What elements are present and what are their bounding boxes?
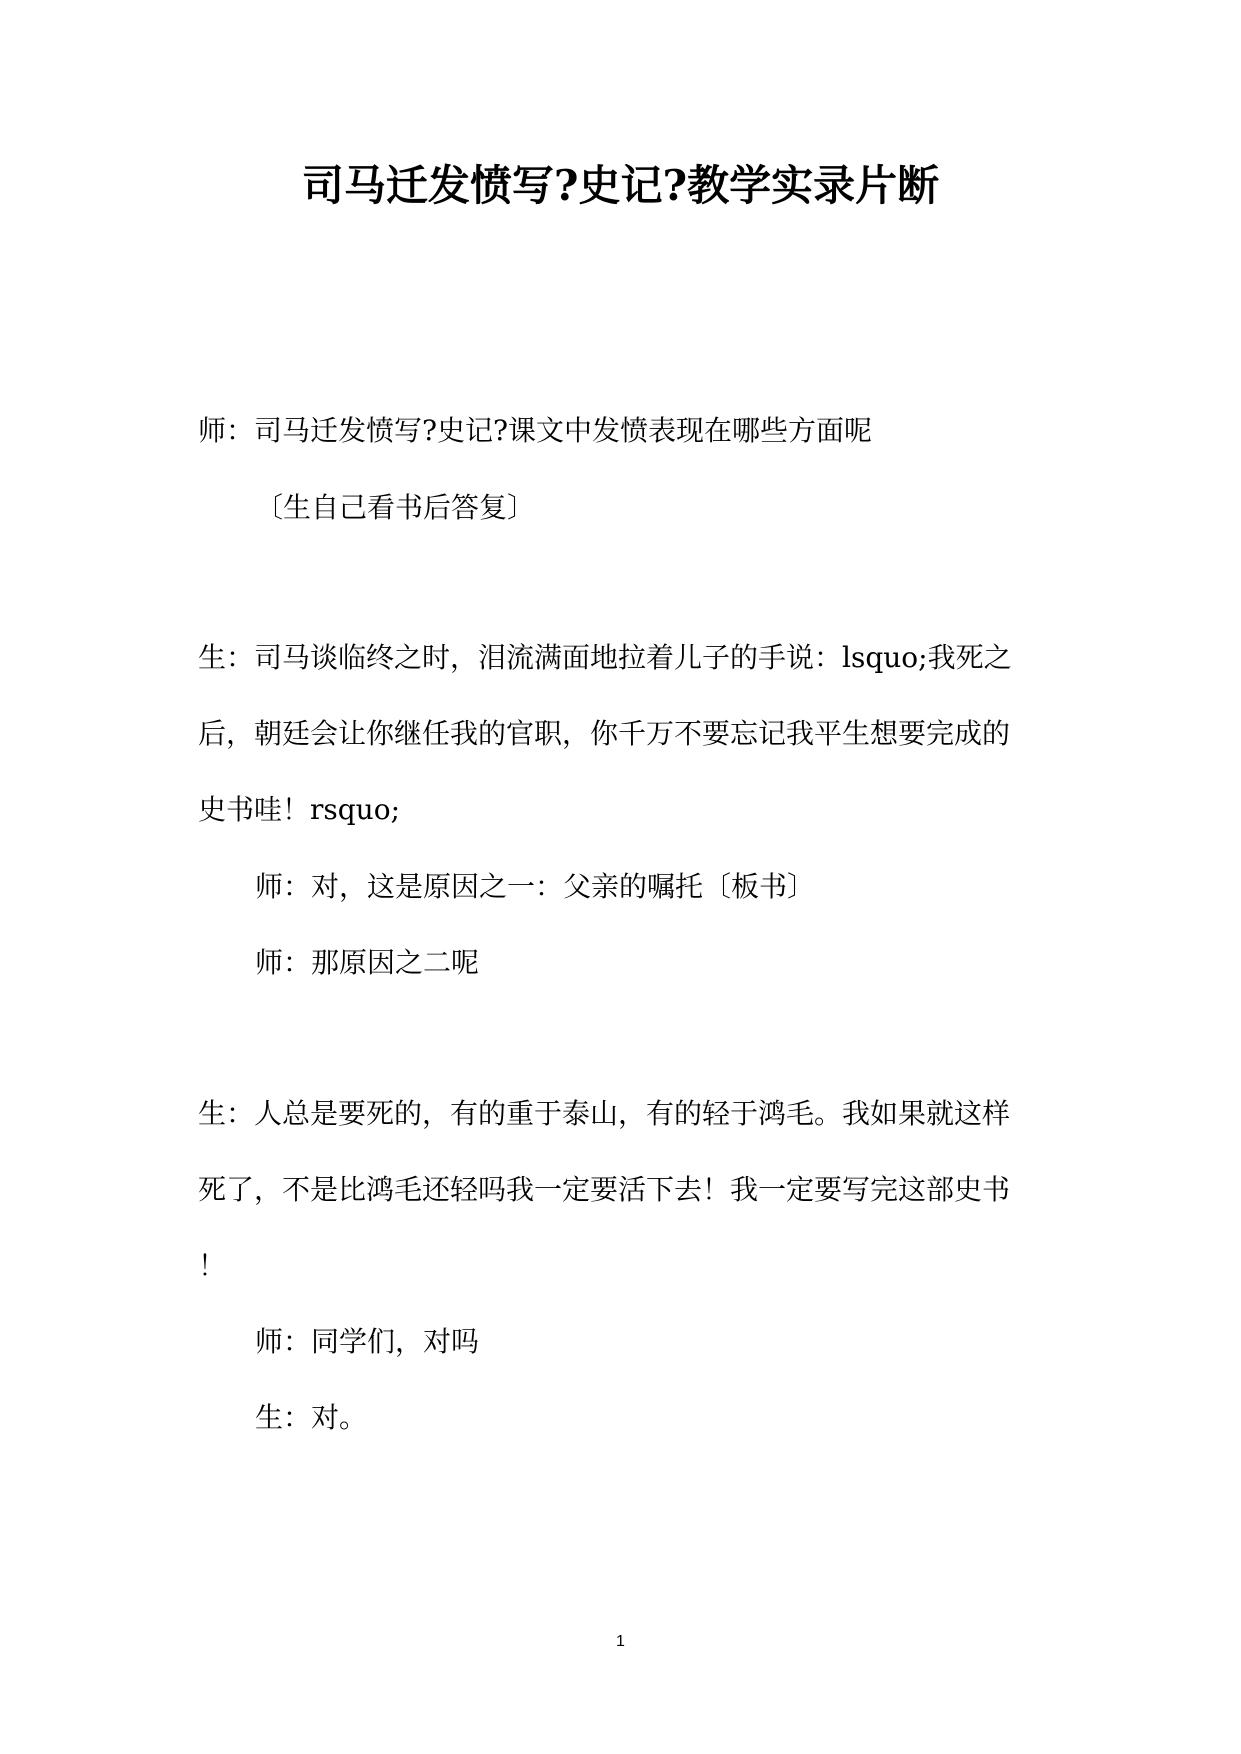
paragraph-5-line-1: 师：那原因之二呢 (255, 946, 480, 979)
paragraph-3-line-2: 后，朝廷会让你继任我的官职，你千万不要忘记我平生想要完成的 (198, 717, 1011, 750)
paragraph-2-line-1: 〔生自己看书后答复〕 (255, 491, 536, 524)
paragraph-6-line-3: ！ (198, 1249, 227, 1282)
paragraph-4-line-1: 师：对，这是原因之一：父亲的嘱托〔板书〕 (255, 870, 816, 903)
paragraph-7-line-1: 师：同学们，对吗 (255, 1325, 480, 1358)
paragraph-3-line-3: 史书哇！rsquo; (198, 793, 401, 826)
paragraph-6-line-2: 死了，不是比鸿毛还轻吗我一定要活下去！我一定要写完这部史书 (198, 1173, 1011, 1206)
page-number: 1 (616, 1633, 625, 1650)
paragraph-1-line-1: 师：司马迁发愤写?史记?课文中发愤表现在哪些方面呢 (198, 414, 873, 447)
paragraph-6-line-1: 生：人总是要死的，有的重于泰山，有的轻于鸿毛。我如果就这样 (198, 1097, 1011, 1130)
paragraph-3-line-1: 生：司马谈临终之时，泪流满面地拉着儿子的手说：lsquo;我死之 (198, 641, 1012, 674)
paragraph-8-line-1: 生：对。 (255, 1401, 368, 1434)
document-title: 司马迁发愤写?史记?教学实录片断 (301, 161, 940, 210)
